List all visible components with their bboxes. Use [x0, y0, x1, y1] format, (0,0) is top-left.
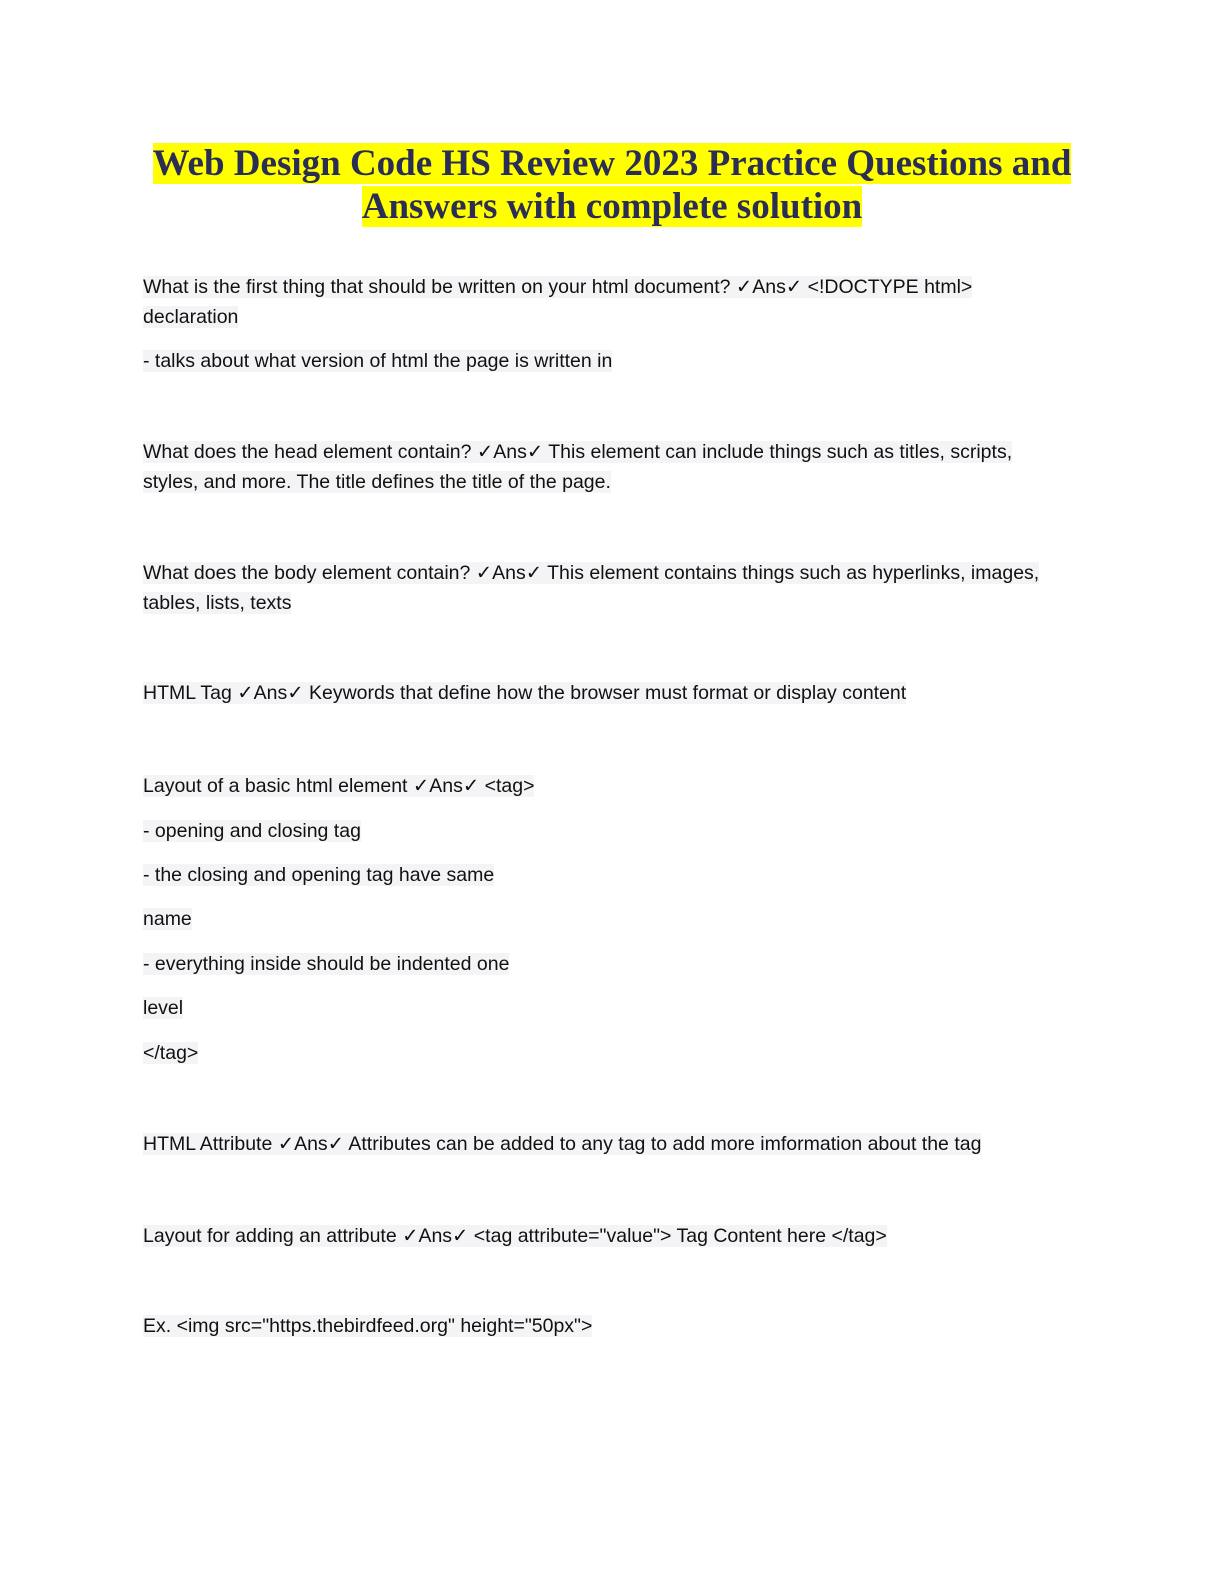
layout-line: level	[143, 997, 184, 1019]
question-text: HTML Tag ✓Ans✓ Keywords that define how the browser must format or display content	[143, 682, 907, 704]
attribute-example: Ex. <img src="https.thebirdfeed.org" height="50px">	[143, 1315, 593, 1337]
layout-line: - everything inside should be indented one	[143, 953, 510, 975]
layout-line: - the closing and opening tag have same	[143, 864, 495, 886]
question-html-attribute	[143, 1129, 981, 1159]
question-head-element	[143, 437, 1068, 497]
question-html-tag	[143, 678, 906, 708]
question-text: What is the first thing that should be written on your html document? ✓Ans✓ <!DOCTYPE html> declaration	[143, 276, 973, 328]
layout-line: </tag>	[143, 1042, 199, 1064]
question-attribute-layout	[143, 1221, 887, 1251]
answer-note: - talks about what version of html the page is written in	[143, 350, 613, 372]
question-text: HTML Attribute ✓Ans✓ Attributes can be added to any tag to add more imformation about the tag	[143, 1133, 982, 1155]
title-line-1: Web Design Code HS Review 2023 Practice Questions and	[152, 143, 1072, 184]
layout-line: name	[143, 908, 192, 930]
question-text: Layout of a basic html element ✓Ans✓ <tag>	[143, 775, 535, 797]
document-title	[120, 142, 1104, 228]
question-text: Layout for adding an attribute ✓Ans✓ <tag attribute="value"> Tag Content here </tag>	[143, 1225, 887, 1247]
title-line-2: Answers with complete solution	[361, 186, 863, 227]
question-text: What does the body element contain? ✓Ans✓ This element contains things such as hyperlinks, images, tables, lists, texts	[143, 562, 1040, 614]
question-basic-layout	[143, 771, 534, 801]
question-body-element	[143, 558, 1068, 618]
layout-line: - opening and closing tag	[143, 820, 361, 842]
question-doctype	[143, 272, 1068, 332]
question-text: What does the head element contain? ✓Ans✓ This element can include things such as titles, scripts, styles, and more. The title defines the title of the page.	[143, 441, 1013, 493]
